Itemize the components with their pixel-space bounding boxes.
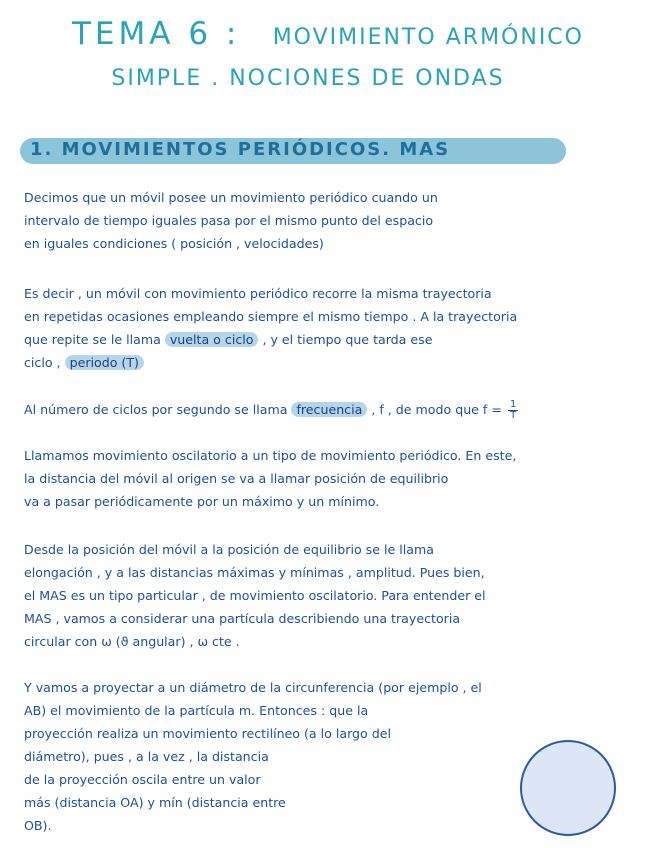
text-line: el MAS es un tipo particular , de movimiento oscilatorio. Para entender el — [24, 588, 486, 603]
fraction-one-over-t — [508, 400, 518, 421]
text-line: en iguales condiciones ( posición , velocidades) — [24, 236, 324, 251]
highlight-periodo: periodo (T) — [65, 355, 144, 370]
text-fragment: ciclo , — [24, 355, 61, 370]
text-line — [24, 351, 624, 374]
text-line: OB). — [24, 818, 52, 833]
text-line: AB) el movimiento de la partícula m. Entonces : que la — [24, 703, 369, 718]
text-line: más (distancia OA) y mín (distancia entre — [24, 795, 286, 810]
text-line: de la proyección oscila entre un valor — [24, 772, 261, 787]
paragraph-3 — [24, 398, 624, 421]
text-line: diámetro), pues , a la vez , la distancia — [24, 749, 269, 764]
page-title-line-1 — [0, 16, 656, 52]
text-fragment: Al número de ciclos por segundo se llama — [24, 402, 288, 417]
page-title-line-2: SIMPLE . NOCIONES DE ONDAS — [111, 66, 505, 91]
text-line: Llamamos movimiento oscilatorio a un tipo de movimiento periódico. En este, — [24, 448, 517, 463]
text-line: Es decir , un móvil con movimiento periódico recorre la misma trayectoria — [24, 286, 492, 301]
circle-diagram — [520, 740, 616, 836]
text-line: va a pasar periódicamente por un máximo y un mínimo. — [24, 494, 380, 509]
text-fragment: , y el tiempo que tarda ese — [262, 332, 433, 347]
text-line: MAS , vamos a considerar una partícula describiendo una trayectoria — [24, 611, 461, 626]
fraction-numerator: 1 — [509, 399, 517, 410]
text-fragment: que repite se le llama — [24, 332, 161, 347]
title-topic-number: TEMA 6 : — [72, 16, 241, 52]
highlight-vuelta-ciclo: vuelta o ciclo — [165, 332, 259, 347]
text-fragment: , f , de modo que f = — [371, 402, 502, 417]
text-line: proyección realiza un movimiento rectilíneo (a lo largo del — [24, 726, 391, 741]
fraction-denominator: T — [510, 410, 517, 421]
text-line: Desde la posición del móvil a la posición de equilibrio se le llama — [24, 542, 434, 557]
paragraph-1 — [24, 186, 624, 255]
section-title: 1. MOVIMIENTOS PERIÓDICOS. MAS — [30, 139, 451, 160]
text-line: Decimos que un móvil posee un movimiento periódico cuando un — [24, 190, 438, 205]
highlight-frecuencia: frecuencia — [291, 402, 367, 417]
paragraph-5 — [24, 538, 624, 653]
text-line: circular con ω (ϑ angular) , ω cte . — [24, 634, 240, 649]
text-line: en repetidas ocasiones empleando siempre el mismo tiempo . A la trayectoria — [24, 309, 518, 324]
text-line: la distancia del móvil al origen se va a llamar posición de equilibrio — [24, 471, 449, 486]
text-line: Y vamos a proyectar a un diámetro de la circunferencia (por ejemplo , el — [24, 680, 482, 695]
text-line: intervalo de tiempo iguales pasa por el mismo punto del espacio — [24, 213, 434, 228]
text-line — [24, 328, 624, 351]
title-topic-name: MOVIMIENTO ARMÓNICO — [272, 25, 584, 50]
text-line: elongación , y a las distancias máximas y mínimas , amplitud. Pues bien, — [24, 565, 485, 580]
paragraph-4 — [24, 444, 624, 513]
paragraph-2 — [24, 282, 624, 374]
